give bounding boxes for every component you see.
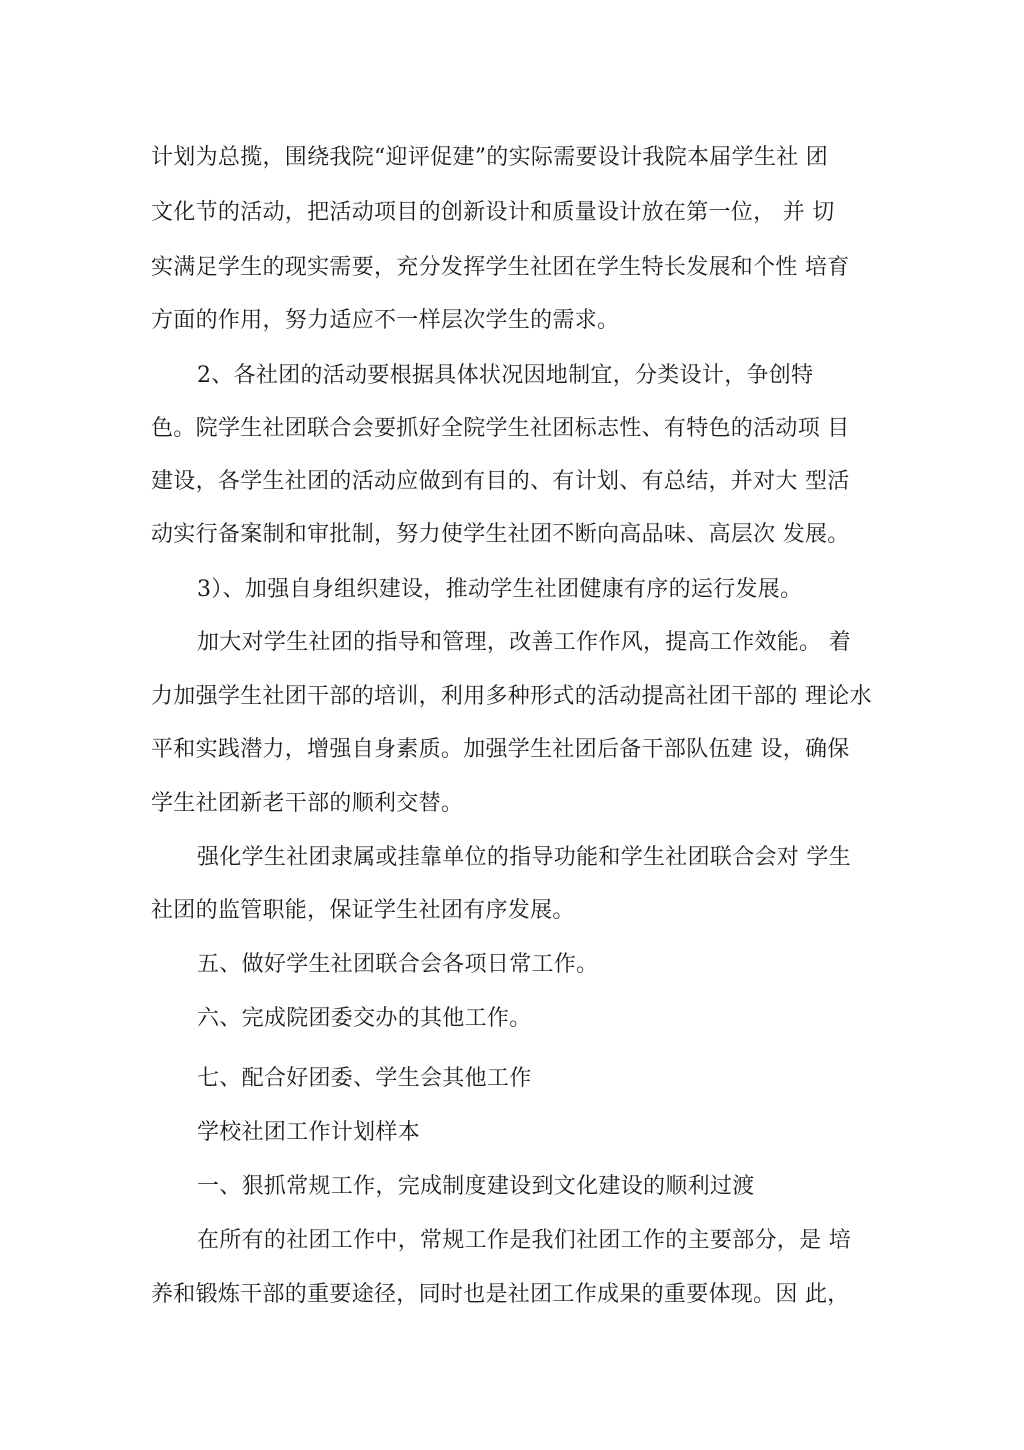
text-line: 六、完成院团委交办的其他工作。 [197,1006,532,1031]
text-line: 五、做好学生社团联合会各项日常工作。 [197,952,599,977]
text-line: 文化节的活动，把活动项目的创新设计和质量设计放在第一位， 并 切 [151,200,835,225]
text-line: 2、各社团的活动要根据具体状况因地制宜，分类设计，争创特 [197,363,814,388]
text-line: 建设，各学生社团的活动应做到有目的、有计划、有总结，并对大 型活 [151,469,850,494]
text-line: 色。院学生社团联合会要抓好全院学生社团标志性、有特色的活动项 目 [151,416,850,441]
text-line: 在所有的社团工作中，常规工作是我们社团工作的主要部分，是 培 [197,1228,851,1253]
text-line: 计划为总揽，围绕我院“迎评促建”的实际需要设计我院本届学生社 团 [151,145,829,170]
text-line: 3）、加强自身组织建设，推动学生社团健康有序的运行发展。 [197,577,803,602]
text-line: 养和锻炼干部的重要途径，同时也是社团工作成果的重要体现。因 此， [151,1282,850,1307]
text-line: 动实行备案制和审批制，努力使学生社团不断向高品味、高层次 发展。 [151,522,850,547]
text-line: 强化学生社团隶属或挂靠单位的指导功能和学生社团联合会对 学生 [197,845,851,870]
text-line: 实满足学生的现实需要，充分发挥学生社团在学生特长发展和个性 培育 [151,255,850,280]
text-line: 学生社团新老干部的顺利交替。 [151,791,464,816]
text-line: 学校社团工作计划样本 [197,1120,421,1145]
text-line: 社团的监管职能，保证学生社团有序发展。 [151,898,575,923]
text-line: 平和实践潜力，增强自身素质。加强学生社团后备干部队伍建 设，确保 [151,737,850,762]
text-line: 加大对学生社团的指导和管理，改善工作作风，提高工作效能。 着 [197,630,851,655]
text-line: 一、狠抓常规工作，完成制度建设到文化建设的顺利过渡 [197,1174,755,1199]
text-line: 力加强学生社团干部的培训，利用多种形式的活动提高社团干部的 理论水 [151,684,872,709]
text-line: 七、配合好团委、学生会其他工作 [197,1066,532,1091]
text-line: 方面的作用，努力适应不一样层次学生的需求。 [151,308,620,333]
